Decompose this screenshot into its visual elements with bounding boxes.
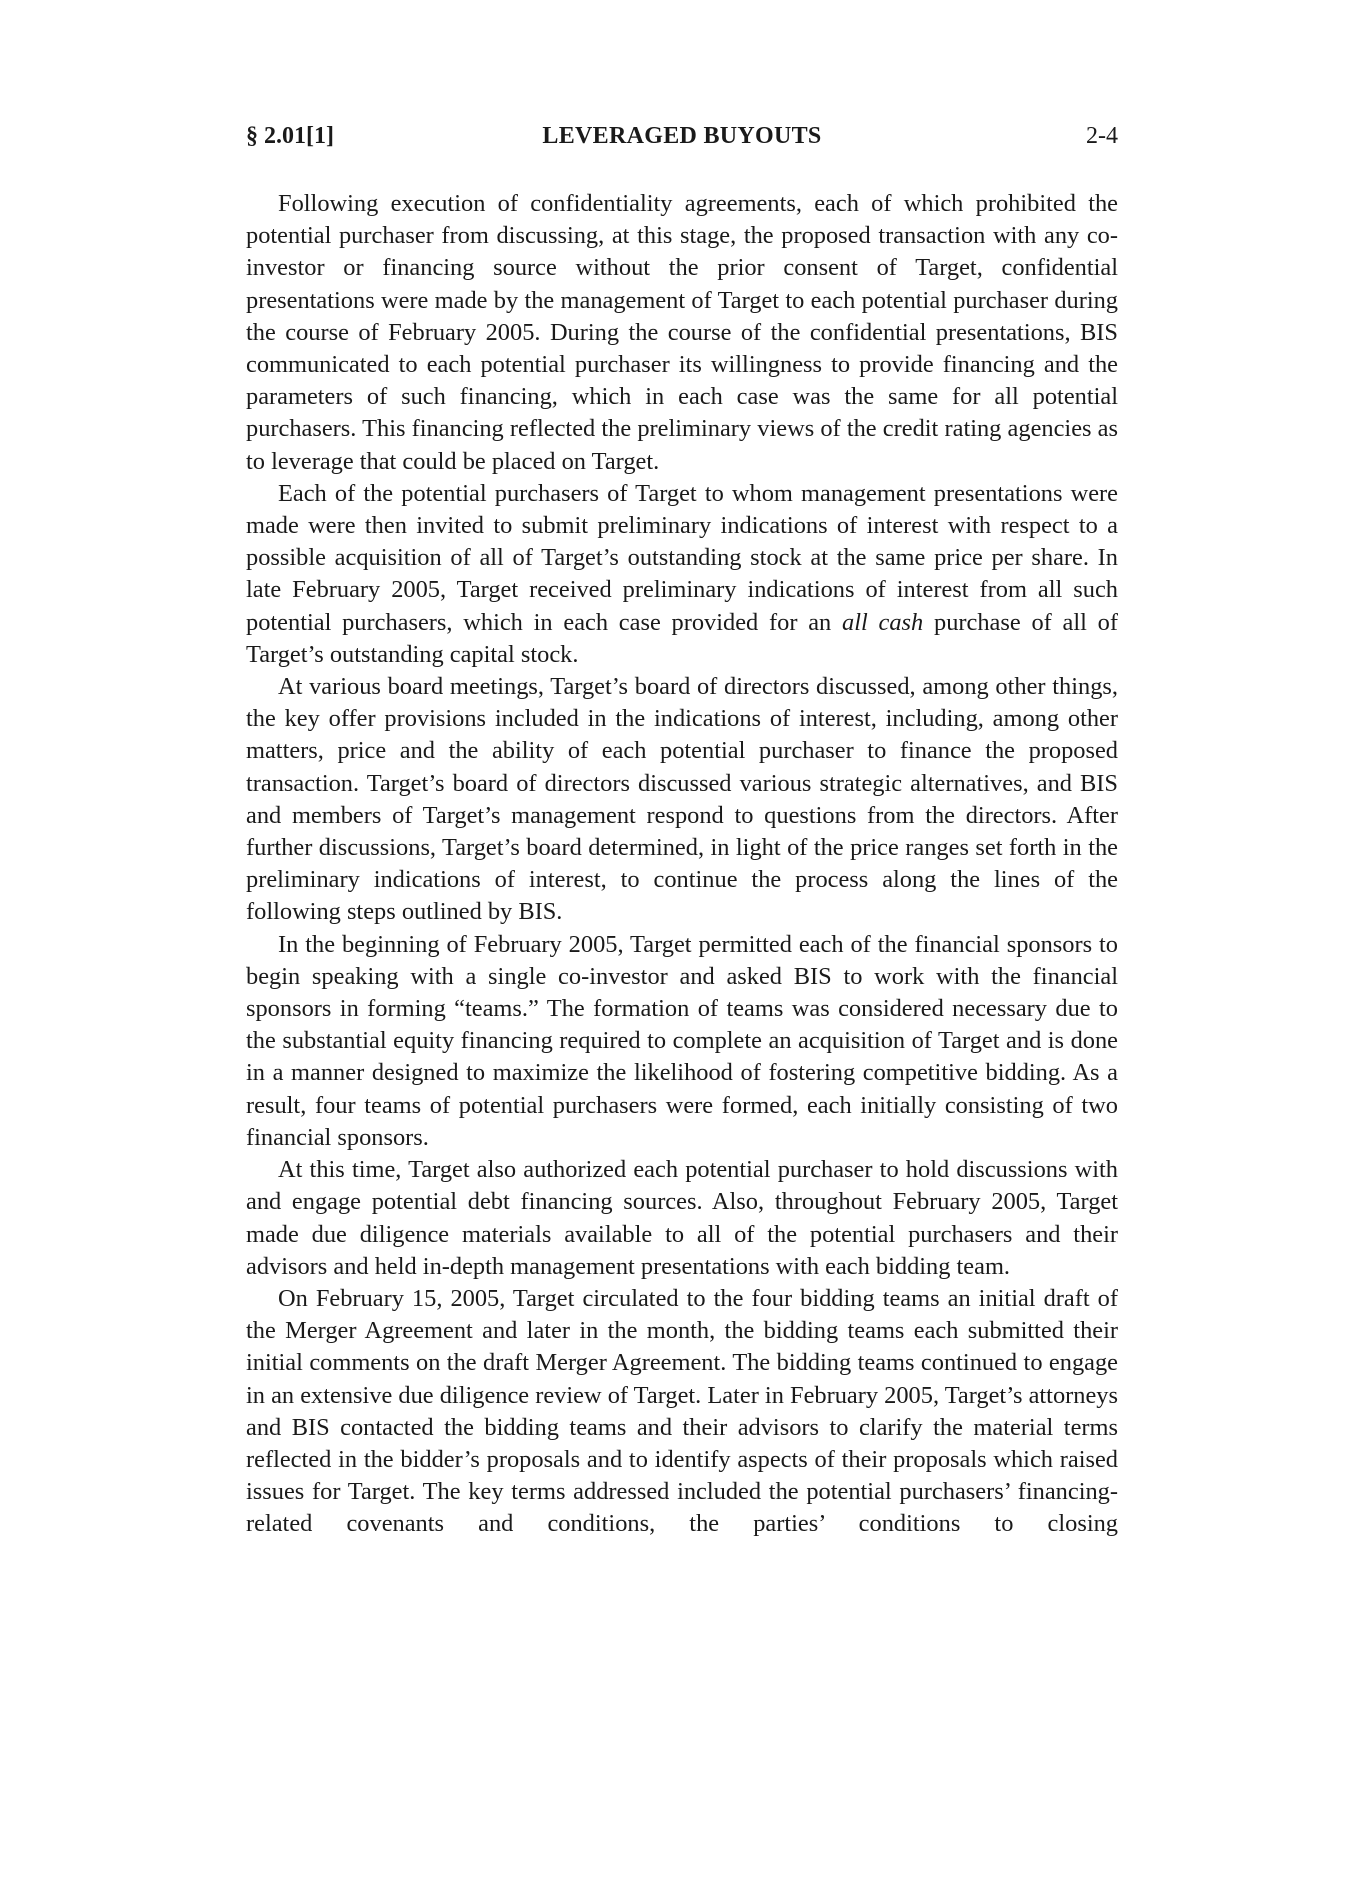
paragraph-merger-agreement-draft: On February 15, 2005, Target circulated to the four bidding teams an initial draft of the Merger Agreement and later in the month, the bidding teams each submitted their initial comments on the draft Merger Agreement. The bidding teams continued to engage in an extensive due diligence review of Target. Later in February 2005, Target’s attorneys and BIS contacted the bidding teams and their advisors to clarify the material terms reflected in the bidder’s proposals and to identify aspects of their proposals which raised issues for Target. The key terms addressed included the potential purchasers’ financing-related covenants and conditions, the parties’ conditions to closing <box>246 1284 1118 1538</box>
emphasis-text: all cash <box>842 608 924 636</box>
paragraph-debt-financing: At this time, Target also authorized each potential purchaser to hold discussions with and engage potential debt financing sources. Also, throughout February 2005, Target made due diligence materials available to all of the potential purchasers and their advisors and held in-depth management presentations with each bidding team. <box>246 1156 1118 1280</box>
section-number: § 2.01[1] <box>246 123 334 149</box>
paragraph-board-meetings: At various board meetings, Target’s board of directors discussed, among other things, the key offer provisions included in the indications of interest, including, among other matters, price and the ability of each potential purchaser to finance the proposed transaction. Target’s board of directors discussed various strategic alternatives, and BIS and members of Target’s management respond to questions from the directors. After further discussions, Target’s board determined, in light of the price ranges set forth in the preliminary indications of interest, to continue the process along the lines of the following steps outlined by BIS. <box>246 673 1118 926</box>
paragraph-preliminary-indications <box>246 478 1118 671</box>
body-text <box>246 188 1118 1541</box>
chapter-title: LEVERAGED BUYOUTS <box>542 123 822 149</box>
document-page <box>246 118 1118 1541</box>
paragraph-text: purchase of all of Target’s outstanding capital stock. <box>246 608 1119 668</box>
paragraph-text: Each of the potential purchasers of Target to whom management presentations were made were then invited to submit preliminary indications of interest with respect to a possible acquisition of all of Target’s outstanding stock at the same price per share. In late February 2005, Target received preliminary indications of interest from all such potential purchasers, which in each case provided for an <box>246 479 1118 636</box>
paragraph-forming-teams: In the beginning of February 2005, Target permitted each of the financial sponsors to begin speaking with a single co-investor and asked BIS to work with the financial sponsors in forming “teams.” The formation of teams was considered necessary due to the substantial equity financing required to complete an acquisition of Target and is done in a manner designed to maximize the likelihood of fostering competitive bidding. As a result, four teams of potential purchasers were formed, each initially consisting of two financial sponsors. <box>246 930 1118 1151</box>
running-head <box>246 118 1118 154</box>
paragraph-confidential-presentations: Following execution of confidentiality agreements, each of which prohibited the potential purchaser from discussing, at this stage, the proposed transaction with any co-investor or financing source without the prior consent of Target, confidential presentations were made by the management of Target to each potential purchaser during the course of February 2005. During the course of the confidential presentations, BIS communicated to each potential purchaser its willingness to provide financing and the parameters of such financing, which in each case was the same for all potential purchasers. This financing reflected the preliminary views of the credit rating agencies as to leverage that could be placed on Target. <box>246 190 1118 475</box>
page-number: 2-4 <box>1086 123 1118 149</box>
